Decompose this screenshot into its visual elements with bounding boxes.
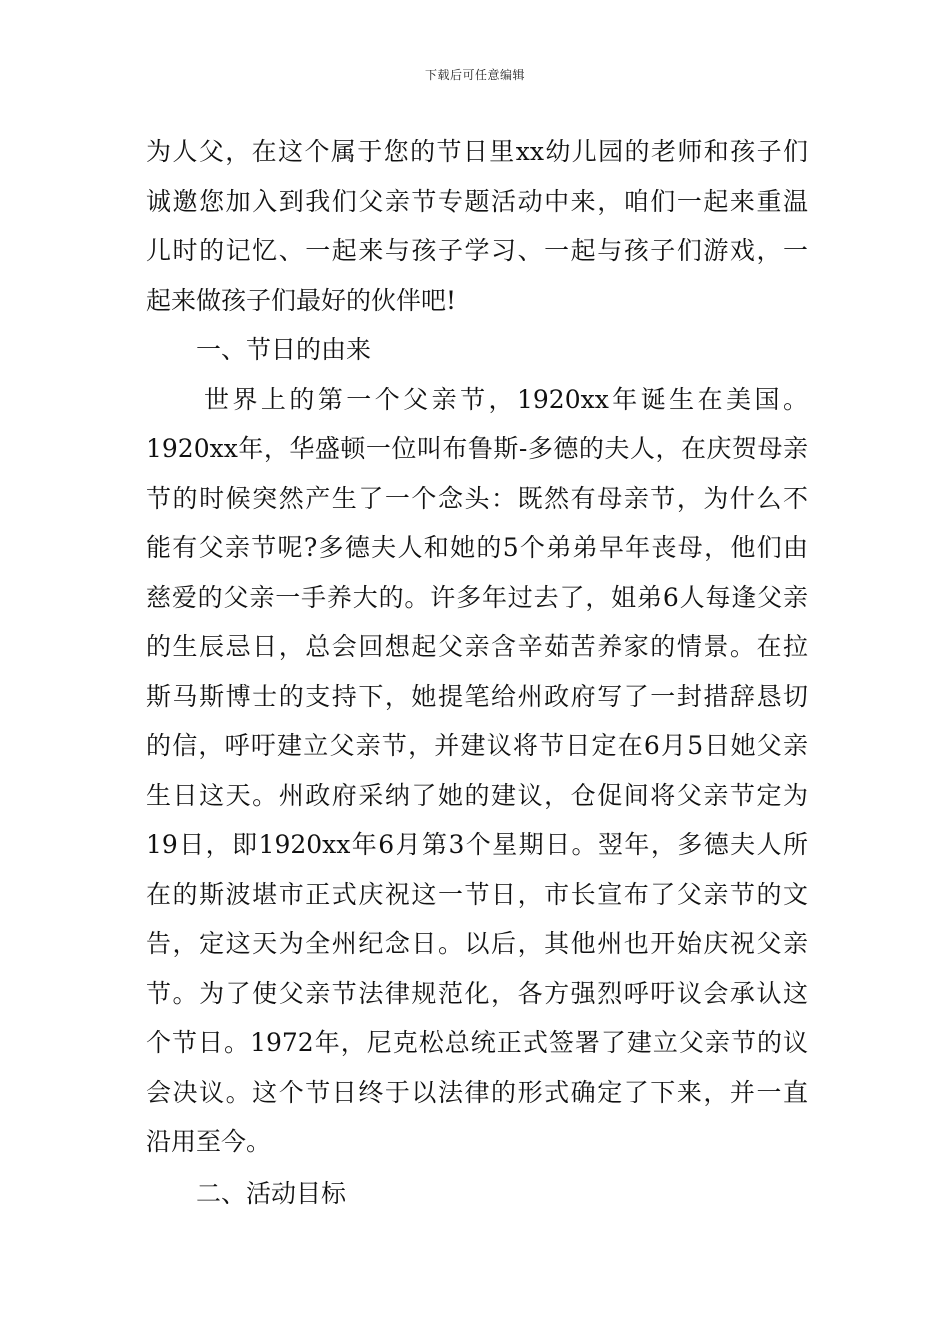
history-line: 的信，呼吁建立父亲节，并建议将节日定在6月5日她父亲: [146, 731, 808, 760]
intro-line: 儿时的记忆、一起来与孩子学习、一起与孩子们游戏，一: [146, 236, 808, 265]
section-heading-origin: 一、节日的由来: [196, 335, 372, 364]
history-line: 沿用至今。: [146, 1127, 272, 1156]
history-line: 节。为了使父亲节法律规范化，各方强烈呼吁议会承认这: [146, 978, 808, 1008]
history-line: 告，定这天为全州纪念日。以后，其他州也开始庆祝父亲: [146, 929, 808, 958]
page-header: 下载后可任意编辑: [424, 68, 525, 82]
history-line: 1920xx年，华盛顿一位叫布鲁斯-多德的夫人，在庆贺母亲: [146, 434, 808, 463]
history-line: 会决议。这个节日终于以法律的形式确定了下来，并一直: [146, 1077, 808, 1107]
history-line: 在的斯波堪市正式庆祝这一节日，市长宣布了父亲节的文: [146, 879, 808, 909]
history-line: 个节日。1972年，尼克松总统正式签署了建立父亲节的议: [146, 1028, 808, 1057]
history-line: 节的时候突然产生了一个念头：既然有母亲节，为什么不: [146, 483, 808, 513]
intro-line: 起来做孩子们最好的伙伴吧!: [146, 285, 457, 315]
intro-line: 为人父，在这个属于您的节日里xx幼儿园的老师和孩子们: [146, 137, 808, 166]
intro-line: 诚邀您加入到我们父亲节专题活动中来，咱们一起来重温: [146, 186, 808, 216]
history-line: 19日，即1920xx年6月第3个星期日。翌年，多德夫人所: [146, 830, 808, 859]
section-heading-goals: 二、活动目标: [196, 1178, 347, 1208]
history-line: 慈爱的父亲一手养大的。许多年过去了，姐弟6人每逢父亲: [146, 582, 808, 612]
history-line: 的生辰忌日，总会回想起父亲含辛茹苦养家的情景。在拉: [146, 632, 808, 661]
history-line: 世界上的第一个父亲节，1920xx年诞生在美国。: [204, 384, 808, 414]
history-line: 能有父亲节呢?多德夫人和她的5个弟弟早年丧母，他们由: [146, 533, 808, 562]
history-line: 斯马斯博士的支持下，她提笔给州政府写了一封措辞恳切: [146, 681, 808, 711]
history-line: 生日这天。州政府采纳了她的建议，仓促间将父亲节定为: [146, 780, 808, 810]
document-body: [146, 127, 808, 1218]
